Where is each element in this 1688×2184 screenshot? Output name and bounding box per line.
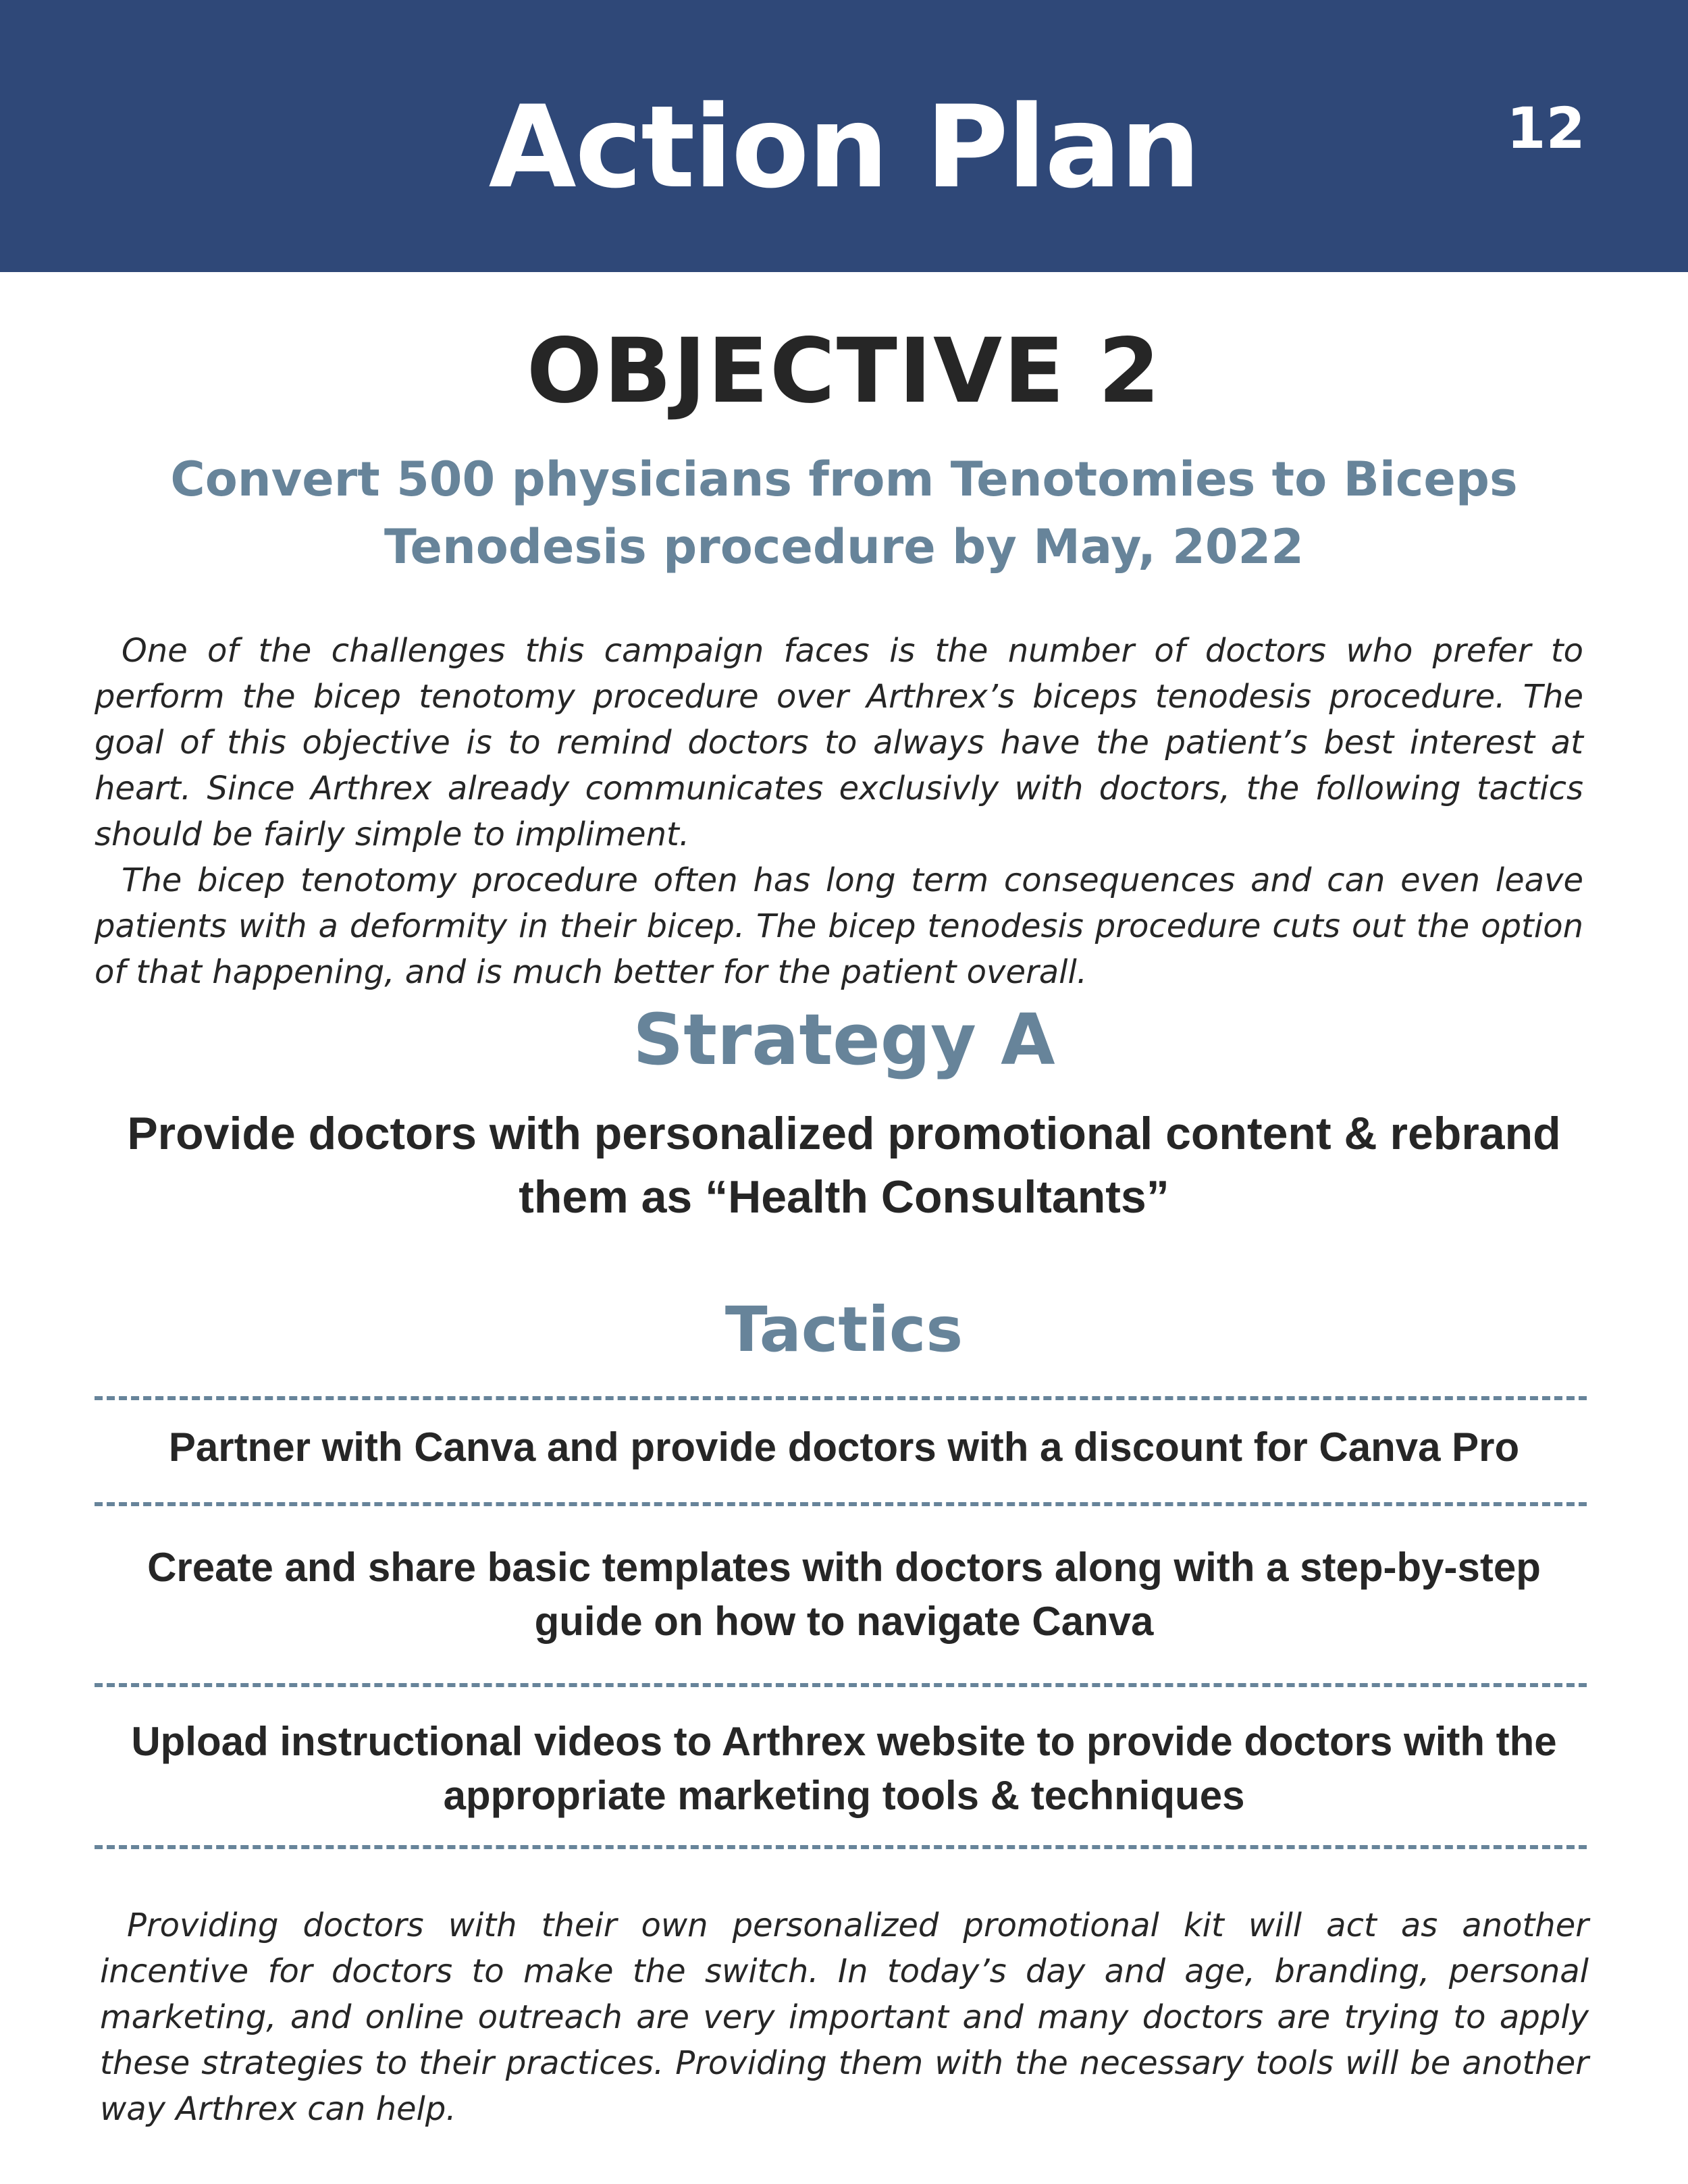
tactic-divider [95, 1502, 1587, 1506]
page-title: Action Plan [488, 81, 1200, 213]
tactic-divider [95, 1683, 1587, 1687]
closing-paragraph: Providing doctors with their own personalized promotional kit will act as another incentive for doctors to make the switch. In today’s day and age, branding, personal marketing, and online outreach are very important and many doctors are trying to apply these strategies to their practices. Providing them with the necessary tools will be another way Arthrex can help. [100, 1907, 1589, 2128]
objective-heading: OBJECTIVE 2 [526, 319, 1162, 423]
tactic-item: Upload instructional videos to Arthrex website to provide doctors with the appropriate marketing tools & techniques [131, 1719, 1557, 1818]
intro-paragraph-2: The bicep tenotomy procedure often has long term consequences and can even leave patients with a deformity in their bicep. The bicep tenodesis procedure cuts out the option of that happening, and is much better for the patient overall. [95, 861, 1583, 991]
strategy-description: Provide doctors with personalized promotional content & rebrand them as “Health Consultants” [127, 1108, 1561, 1223]
tactic-item: Partner with Canva and provide doctors with a discount for Canva Pro [168, 1424, 1520, 1470]
page-number: 12 [1506, 95, 1585, 161]
tactic-divider [95, 1845, 1587, 1849]
strategy-heading: Strategy A [633, 998, 1055, 1081]
tactic-item: Create and share basic templates with doctors along with a step-by-step guide on how to navigate Canva [147, 1545, 1541, 1644]
closing-text [100, 1902, 1589, 2132]
objective-goal: Convert 500 physicians from Tenotomies to Biceps Tenodesis procedure by May, 2022 [170, 452, 1518, 575]
tactic-divider [95, 1396, 1587, 1400]
intro-text [95, 628, 1583, 995]
intro-paragraph-1: One of the challenges this campaign faces is the number of doctors who prefer to perform the bicep tenotomy procedure over Arthrex’s biceps tenodesis procedure. The goal of this objective is to remind doctors to always have the patient’s best interest at heart. Since Arthrex already communicates exclusivly with doctors, the following tactics should be fairly simple to impliment. [95, 632, 1583, 853]
header-banner [0, 0, 1688, 272]
tactics-heading: Tactics [724, 1294, 964, 1366]
